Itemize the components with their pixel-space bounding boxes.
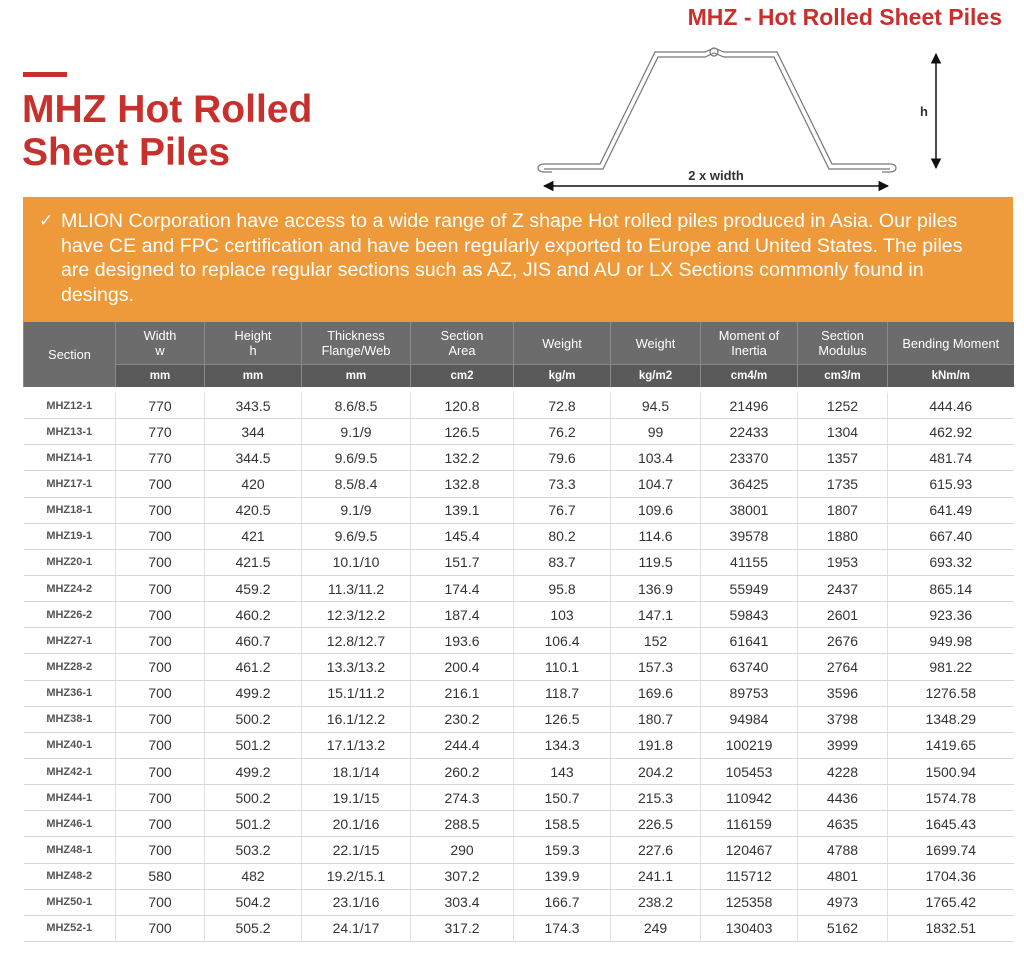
table-cell: 2764 <box>798 654 888 680</box>
table-cell: 158.5 <box>514 811 611 837</box>
table-cell: 159.3 <box>514 837 611 863</box>
table-row <box>24 889 1014 915</box>
table-cell: 700 <box>116 889 205 915</box>
column-header-text: Inertia <box>731 343 767 358</box>
table-cell: 169.6 <box>611 680 701 706</box>
table-row <box>24 785 1014 811</box>
table-cell: 641.49 <box>888 497 1014 523</box>
table-row <box>24 732 1014 758</box>
table-cell: 700 <box>116 497 205 523</box>
table-cell: 20.1/16 <box>302 811 411 837</box>
interlock-center <box>710 48 718 56</box>
column-header-text: Width <box>143 328 177 343</box>
column-header-text: Weight <box>635 335 676 351</box>
table-cell: 12.3/12.2 <box>302 602 411 628</box>
section-name-cell: MHZ13-1 <box>24 419 116 445</box>
table-header-row <box>24 322 1014 365</box>
table-row <box>24 628 1014 654</box>
table-cell: 100219 <box>701 732 798 758</box>
column-header-text: Section <box>440 328 484 343</box>
section-name-cell: MHZ12-1 <box>24 393 116 419</box>
table-cell: 4788 <box>798 837 888 863</box>
height-dimension-label: h <box>920 104 928 119</box>
table-cell: 700 <box>116 628 205 654</box>
table-cell: 1765.42 <box>888 889 1014 915</box>
table-cell: 1953 <box>798 549 888 575</box>
table-cell: 38001 <box>701 497 798 523</box>
table-row <box>24 680 1014 706</box>
section-name-cell: MHZ36-1 <box>24 680 116 706</box>
pile-profile-outer <box>544 48 890 164</box>
unit-header: cm2 <box>411 365 514 388</box>
table-cell: 94.5 <box>611 393 701 419</box>
table-cell: 700 <box>116 549 205 575</box>
table-cell: 193.6 <box>411 628 514 654</box>
unit-header: mm <box>302 365 411 388</box>
table-cell: 3596 <box>798 680 888 706</box>
table-cell: 503.2 <box>205 837 302 863</box>
table-cell: 15.1/11.2 <box>302 680 411 706</box>
table-cell: 981.22 <box>888 654 1014 680</box>
table-cell: 120467 <box>701 837 798 863</box>
interlock-right <box>882 164 896 172</box>
table-cell: 76.7 <box>514 497 611 523</box>
table-cell: 420.5 <box>205 497 302 523</box>
unit-header: kg/m2 <box>611 365 701 388</box>
table-cell: 157.3 <box>611 654 701 680</box>
table-cell: 19.1/15 <box>302 785 411 811</box>
table-cell: 9.6/9.5 <box>302 523 411 549</box>
table-cell: 106.4 <box>514 628 611 654</box>
table-cell: 39578 <box>701 523 798 549</box>
table-cell: 505.2 <box>205 915 302 941</box>
table-cell: 1500.94 <box>888 758 1014 784</box>
table-cell: 8.5/8.4 <box>302 471 411 497</box>
unit-header: mm <box>205 365 302 388</box>
table-cell: 1645.43 <box>888 811 1014 837</box>
table-row <box>24 419 1014 445</box>
table-cell: 115712 <box>701 863 798 889</box>
table-cell: 204.2 <box>611 758 701 784</box>
unit-header: mm <box>116 365 205 388</box>
table-cell: 501.2 <box>205 732 302 758</box>
table-cell: 317.2 <box>411 915 514 941</box>
table-cell: 13.3/13.2 <box>302 654 411 680</box>
table-cell: 923.36 <box>888 602 1014 628</box>
table-cell: 152 <box>611 628 701 654</box>
table-cell: 344.5 <box>205 445 302 471</box>
table-cell: 482 <box>205 863 302 889</box>
table-cell: 770 <box>116 393 205 419</box>
table-row <box>24 863 1014 889</box>
table-cell: 700 <box>116 915 205 941</box>
table-cell: 120.8 <box>411 393 514 419</box>
table-cell: 461.2 <box>205 654 302 680</box>
description-banner <box>23 197 1013 322</box>
section-name-cell: MHZ48-2 <box>24 863 116 889</box>
column-header-text: Bending Moment <box>902 335 1000 351</box>
section-name-cell: MHZ50-1 <box>24 889 116 915</box>
table-cell: 700 <box>116 471 205 497</box>
table-cell: 1419.65 <box>888 732 1014 758</box>
table-cell: 109.6 <box>611 497 701 523</box>
table-cell: 244.4 <box>411 732 514 758</box>
table-cell: 59843 <box>701 602 798 628</box>
section-name-cell: MHZ18-1 <box>24 497 116 523</box>
column-header <box>116 322 205 365</box>
table-cell: 274.3 <box>411 785 514 811</box>
table-cell: 18.1/14 <box>302 758 411 784</box>
table-cell: 344 <box>205 419 302 445</box>
table-cell: 499.2 <box>205 758 302 784</box>
table-row <box>24 915 1014 941</box>
table-cell: 16.1/12.2 <box>302 706 411 732</box>
table-cell: 103.4 <box>611 445 701 471</box>
table-cell: 4973 <box>798 889 888 915</box>
table-cell: 1304 <box>798 419 888 445</box>
section-name-cell: MHZ28-2 <box>24 654 116 680</box>
page-title <box>22 88 312 174</box>
section-name-cell: MHZ19-1 <box>24 523 116 549</box>
column-header-text: Height <box>234 328 272 343</box>
page-title-line-1: MHZ Hot Rolled <box>22 88 313 131</box>
table-cell: 139.9 <box>514 863 611 889</box>
section-name-cell: MHZ38-1 <box>24 706 116 732</box>
table-cell: 249 <box>611 915 701 941</box>
column-header <box>24 322 116 387</box>
table-cell: 114.6 <box>611 523 701 549</box>
table-cell: 23.1/16 <box>302 889 411 915</box>
table-cell: 288.5 <box>411 811 514 837</box>
table-cell: 770 <box>116 445 205 471</box>
table-cell: 104.7 <box>611 471 701 497</box>
section-name-cell: MHZ40-1 <box>24 732 116 758</box>
table-cell: 83.7 <box>514 549 611 575</box>
table-cell: 1276.58 <box>888 680 1014 706</box>
table-cell: 116159 <box>701 811 798 837</box>
table-cell: 700 <box>116 575 205 601</box>
table-cell: 61641 <box>701 628 798 654</box>
column-header <box>701 322 798 365</box>
table-cell: 4801 <box>798 863 888 889</box>
table-cell: 421.5 <box>205 549 302 575</box>
table-cell: 700 <box>116 785 205 811</box>
table-cell: 17.1/13.2 <box>302 732 411 758</box>
table-cell: 1574.78 <box>888 785 1014 811</box>
table-cell: 9.1/9 <box>302 419 411 445</box>
column-header-text: Section <box>821 328 864 343</box>
table-cell: 143 <box>514 758 611 784</box>
sheet-pile-profile-diagram <box>530 40 960 200</box>
table-cell: 500.2 <box>205 706 302 732</box>
table-cell: 36425 <box>701 471 798 497</box>
section-name-cell: MHZ20-1 <box>24 549 116 575</box>
section-name-cell: MHZ46-1 <box>24 811 116 837</box>
table-cell: 191.8 <box>611 732 701 758</box>
table-cell: 151.7 <box>411 549 514 575</box>
table-cell: 125358 <box>701 889 798 915</box>
title-accent-line <box>23 72 67 77</box>
column-header-text: Flange/Web <box>321 343 391 358</box>
table-cell: 700 <box>116 837 205 863</box>
table-cell: 134.3 <box>514 732 611 758</box>
table-cell: 19.2/15.1 <box>302 863 411 889</box>
column-header-text: Modulus <box>818 343 867 358</box>
table-row <box>24 523 1014 549</box>
table-cell: 55949 <box>701 575 798 601</box>
table-cell: 24.1/17 <box>302 915 411 941</box>
top-title: MHZ - Hot Rolled Sheet Piles <box>687 4 1002 30</box>
table-cell: 4635 <box>798 811 888 837</box>
table-cell: 89753 <box>701 680 798 706</box>
table-cell: 150.7 <box>514 785 611 811</box>
table-cell: 5162 <box>798 915 888 941</box>
table-cell: 481.74 <box>888 445 1014 471</box>
table-row <box>24 575 1014 601</box>
column-header-text: Area <box>448 343 476 358</box>
table-cell: 260.2 <box>411 758 514 784</box>
table-cell: 4436 <box>798 785 888 811</box>
check-icon: ✓ <box>39 211 54 230</box>
table-cell: 700 <box>116 758 205 784</box>
table-cell: 99 <box>611 419 701 445</box>
column-header <box>514 322 611 365</box>
table-cell: 1357 <box>798 445 888 471</box>
table-cell: 615.93 <box>888 471 1014 497</box>
unit-header: kg/m <box>514 365 611 388</box>
column-header-text: Moment of <box>718 328 780 343</box>
table-cell: 76.2 <box>514 419 611 445</box>
table-cell: 500.2 <box>205 785 302 811</box>
table-cell: 9.6/9.5 <box>302 445 411 471</box>
table-cell: 230.2 <box>411 706 514 732</box>
column-header-text: Section <box>48 347 91 362</box>
table-cell: 1832.51 <box>888 915 1014 941</box>
column-header <box>411 322 514 365</box>
table-cell: 110.1 <box>514 654 611 680</box>
column-header-text: w <box>155 343 165 358</box>
table-cell: 501.2 <box>205 811 302 837</box>
table-cell: 420 <box>205 471 302 497</box>
table-cell: 180.7 <box>611 706 701 732</box>
table-cell: 139.1 <box>411 497 514 523</box>
column-header <box>611 322 701 365</box>
table-cell: 1735 <box>798 471 888 497</box>
table-cell: 11.3/11.2 <box>302 575 411 601</box>
table-cell: 215.3 <box>611 785 701 811</box>
table-cell: 200.4 <box>411 654 514 680</box>
table-cell: 499.2 <box>205 680 302 706</box>
table-cell: 459.2 <box>205 575 302 601</box>
table-cell: 421 <box>205 523 302 549</box>
page-title-line-2: Sheet Piles <box>22 131 231 174</box>
table-cell: 2437 <box>798 575 888 601</box>
table-cell: 4228 <box>798 758 888 784</box>
table-cell: 949.98 <box>888 628 1014 654</box>
table-cell: 3798 <box>798 706 888 732</box>
table-cell: 700 <box>116 654 205 680</box>
table-cell: 307.2 <box>411 863 514 889</box>
table-cell: 118.7 <box>514 680 611 706</box>
table-cell: 22433 <box>701 419 798 445</box>
table-row <box>24 471 1014 497</box>
column-header-text: Weight <box>542 335 582 351</box>
table-cell: 2676 <box>798 628 888 654</box>
unit-header: kNm/m <box>888 365 1014 388</box>
section-name-cell: MHZ42-1 <box>24 758 116 784</box>
table-cell: 136.9 <box>611 575 701 601</box>
unit-header: cm4/m <box>701 365 798 388</box>
table-cell: 1252 <box>798 393 888 419</box>
table-cell: 72.8 <box>514 393 611 419</box>
section-name-cell: MHZ48-1 <box>24 837 116 863</box>
table-row <box>24 445 1014 471</box>
table-cell: 10.1/10 <box>302 549 411 575</box>
description-text: MLION Corporation have access to a wide range of Z shape Hot rolled piles produced in Asia. Our piles have CE and FPC certification and have been regularly exported to Europe and United States. The piles are designed to replace regular sections such as AZ, JIS and AU or LX Sections commonly found in desings. <box>61 210 963 306</box>
table-cell: 303.4 <box>411 889 514 915</box>
table-cell: 79.6 <box>514 445 611 471</box>
unit-header: cm3/m <box>798 365 888 388</box>
table-row <box>24 837 1014 863</box>
table-cell: 770 <box>116 419 205 445</box>
table-cell: 343.5 <box>205 393 302 419</box>
table-cell: 187.4 <box>411 602 514 628</box>
table-cell: 22.1/15 <box>302 837 411 863</box>
section-name-cell: MHZ17-1 <box>24 471 116 497</box>
table-cell: 174.3 <box>514 915 611 941</box>
table-cell: 460.7 <box>205 628 302 654</box>
table-cell: 147.1 <box>611 602 701 628</box>
table-cell: 63740 <box>701 654 798 680</box>
table-row <box>24 393 1014 419</box>
sheet-pile-specs-table <box>23 322 1014 942</box>
table-cell: 174.4 <box>411 575 514 601</box>
table-cell: 290 <box>411 837 514 863</box>
pile-profile-inner <box>544 53 890 169</box>
table-units-row <box>24 365 1014 388</box>
column-header-text: Thickness <box>327 328 385 343</box>
table-cell: 23370 <box>701 445 798 471</box>
table-cell: 95.8 <box>514 575 611 601</box>
interlock-left <box>538 164 552 172</box>
table-cell: 21496 <box>701 393 798 419</box>
table-cell: 166.7 <box>514 889 611 915</box>
column-header <box>302 322 411 365</box>
table-row <box>24 654 1014 680</box>
table-cell: 667.40 <box>888 523 1014 549</box>
table-cell: 80.2 <box>514 523 611 549</box>
table-cell: 693.32 <box>888 549 1014 575</box>
column-header <box>205 322 302 365</box>
section-name-cell: MHZ14-1 <box>24 445 116 471</box>
table-cell: 1348.29 <box>888 706 1014 732</box>
table-cell: 700 <box>116 732 205 758</box>
table-row <box>24 602 1014 628</box>
table-cell: 2601 <box>798 602 888 628</box>
table-cell: 700 <box>116 811 205 837</box>
table-cell: 110942 <box>701 785 798 811</box>
section-name-cell: MHZ27-1 <box>24 628 116 654</box>
table-cell: 130403 <box>701 915 798 941</box>
section-name-cell: MHZ26-2 <box>24 602 116 628</box>
table-cell: 8.6/8.5 <box>302 393 411 419</box>
table-cell: 700 <box>116 523 205 549</box>
table-body <box>24 387 1014 941</box>
table-cell: 504.2 <box>205 889 302 915</box>
table-row <box>24 811 1014 837</box>
table-cell: 1807 <box>798 497 888 523</box>
section-name-cell: MHZ24-2 <box>24 575 116 601</box>
table-row <box>24 549 1014 575</box>
table-cell: 132.8 <box>411 471 514 497</box>
table-cell: 73.3 <box>514 471 611 497</box>
table-cell: 700 <box>116 602 205 628</box>
table-cell: 238.2 <box>611 889 701 915</box>
table-cell: 580 <box>116 863 205 889</box>
table-cell: 460.2 <box>205 602 302 628</box>
table-cell: 700 <box>116 680 205 706</box>
table-cell: 132.2 <box>411 445 514 471</box>
table-cell: 103 <box>514 602 611 628</box>
column-header <box>798 322 888 365</box>
table-cell: 12.8/12.7 <box>302 628 411 654</box>
table-cell: 9.1/9 <box>302 497 411 523</box>
table-cell: 1880 <box>798 523 888 549</box>
table-cell: 3999 <box>798 732 888 758</box>
table-cell: 865.14 <box>888 575 1014 601</box>
width-dimension-label: 2 x width <box>688 168 744 183</box>
table-row <box>24 706 1014 732</box>
table-cell: 1704.36 <box>888 863 1014 889</box>
table-cell: 227.6 <box>611 837 701 863</box>
table-cell: 145.4 <box>411 523 514 549</box>
table-cell: 226.5 <box>611 811 701 837</box>
column-header-text: h <box>249 343 257 358</box>
column-header <box>888 322 1014 365</box>
table-cell: 105453 <box>701 758 798 784</box>
section-name-cell: MHZ52-1 <box>24 915 116 941</box>
table-cell: 1699.74 <box>888 837 1014 863</box>
table-cell: 126.5 <box>411 419 514 445</box>
table-cell: 700 <box>116 706 205 732</box>
table-cell: 216.1 <box>411 680 514 706</box>
table-cell: 119.5 <box>611 549 701 575</box>
table-cell: 241.1 <box>611 863 701 889</box>
table-cell: 462.92 <box>888 419 1014 445</box>
table-cell: 444.46 <box>888 393 1014 419</box>
table-cell: 94984 <box>701 706 798 732</box>
table-row <box>24 758 1014 784</box>
table-cell: 41155 <box>701 549 798 575</box>
table-row <box>24 497 1014 523</box>
section-name-cell: MHZ44-1 <box>24 785 116 811</box>
table-cell: 126.5 <box>514 706 611 732</box>
